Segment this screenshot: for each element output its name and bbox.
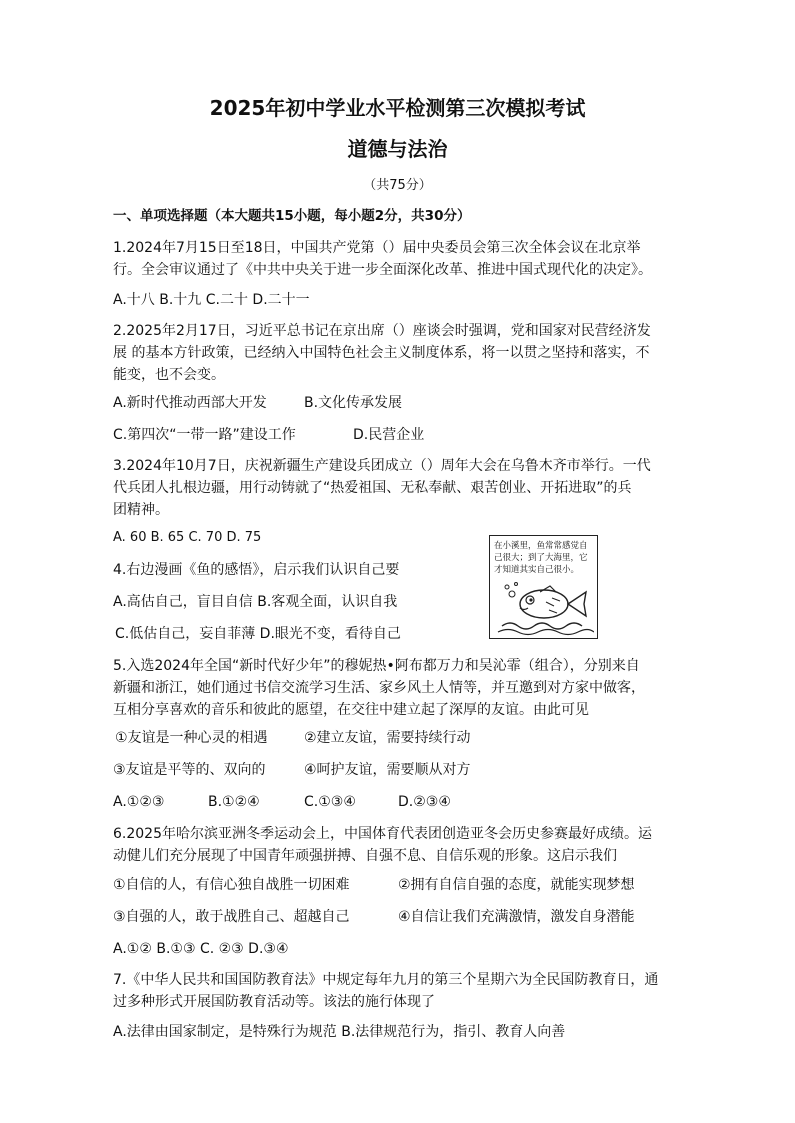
q7-options-ab: A.法律由国家制定，是特殊行为规范 B.法律规范行为，指引、教育人向善	[113, 1024, 566, 1040]
fish-drawing	[494, 580, 594, 636]
q5-option-a: A.①②③	[113, 794, 165, 810]
q1-line2: 行。全会审议通过了《中共中央关于进一步全面深化改革、推进中国式现代化的决定》。	[113, 262, 652, 278]
q6-statement-3: ③自强的人，敢于战胜自己、超越自己	[113, 909, 350, 925]
total-score: （共75分）	[363, 178, 432, 193]
q1-options: A.十八 B.十九 C.二十 D.二十一	[113, 292, 310, 308]
q5-option-c: C.①③④	[304, 794, 356, 810]
q2-option-c: C.第四次“一带一路”建设工作	[113, 427, 296, 443]
q5-statement-1: ①友谊是一种心灵的相遇	[115, 730, 268, 746]
q2-line2: 展 的基本方针政策，已经纳入中国特色社会主义制度体系，将一以贯之坚持和落实，不	[113, 345, 650, 361]
q7-line2: 过多种形式开展国防教育活动等。该法的施行体现了	[113, 994, 435, 1010]
q1-line1: 1.2024年7月15日至18日，中国共产党第（）届中央委员会第三次全体会议在北京举	[113, 240, 641, 256]
q5-statement-2: ②建立友谊，需要持续行动	[304, 730, 471, 746]
q3-line2: 代兵团人扎根边疆，用行动铸就了“热爱祖国、无私奉献、艰苦创业、开拓进取”的兵	[113, 480, 632, 496]
q4-stem: 4.右边漫画《鱼的感悟》，启示我们认识自己要	[113, 562, 400, 578]
q5-option-b: B.①②④	[208, 794, 260, 810]
q5-line3: 互相分享喜欢的音乐和彼此的愿望，在交往中建立起了深厚的友谊。由此可见	[113, 702, 589, 718]
q4-options-ab: A.高估自己，盲目自信 B.客观全面，认识自我	[113, 594, 398, 610]
cartoon-caption: 在小溪里，鱼常常感觉自己很大；到了大海里，它才知道其实自己很小。	[494, 541, 588, 575]
q6-line2: 动健儿们充分展现了中国青年顽强拼搏、自强不息、自信乐观的形象。这启示我们	[113, 848, 617, 864]
q2-option-a: A.新时代推动西部大开发	[113, 395, 267, 411]
q2-option-b: B.文化传承发展	[304, 395, 403, 411]
q2-option-d: D.民营企业	[353, 427, 425, 443]
q6-statement-1: ①自信的人，有信心独自战胜一切困难	[113, 877, 350, 893]
q2-line3: 能变，也不会变。	[113, 367, 225, 383]
fish-cartoon	[489, 535, 598, 639]
q6-line1: 6.2025年哈尔滨亚洲冬季运动会上，中国体育代表团创造亚冬会历史参赛最好成绩。运	[113, 826, 652, 842]
q3-line3: 团精神。	[113, 502, 169, 518]
subject-title: 道德与法治	[347, 137, 448, 161]
q5-option-d: D.②③④	[398, 794, 451, 810]
exam-title: 2025年初中学业水平检测第三次模拟考试	[209, 96, 586, 120]
q6-statement-4: ④自信让我们充满激情，激发自身潜能	[398, 909, 635, 925]
section-heading: 一、单项选择题（本大题共15小题，每小题2分，共30分）	[113, 208, 471, 224]
q6-statement-2: ②拥有自信自强的态度，就能实现梦想	[398, 877, 635, 893]
q5-line2: 新疆和浙江，她们通过书信交流学习生活、家乡风土人情等，并互邀到对方家中做客，	[113, 680, 645, 696]
q6-options: A.①② B.①③ C. ②③ D.③④	[113, 941, 289, 957]
q5-statement-3: ③友谊是平等的、双向的	[113, 762, 266, 778]
q2-line1: 2.2025年2月17日，习近平总书记在京出席（）座谈会时强调，党和国家对民营经济发	[113, 323, 651, 339]
q3-line1: 3.2024年10月7日，庆祝新疆生产建设兵团成立（）周年大会在乌鲁木齐市举行。一代	[113, 458, 651, 474]
q4-options-cd: C.低估自己，妄自菲薄 D.眼光不变，看待自己	[115, 626, 401, 642]
q3-options: A. 60 B. 65 C. 70 D. 75	[113, 530, 262, 545]
q5-statement-4: ④呵护友谊，需要顺从对方	[304, 762, 471, 778]
q7-line1: 7.《中华人民共和国国防教育法》中规定每年九月的第三个星期六为全民国防教育日，通	[113, 972, 659, 988]
q5-line1: 5.入选2024年全国“新时代好少年”的穆妮热•阿布都万力和吴沁霏（组合），分别来自	[113, 658, 640, 674]
